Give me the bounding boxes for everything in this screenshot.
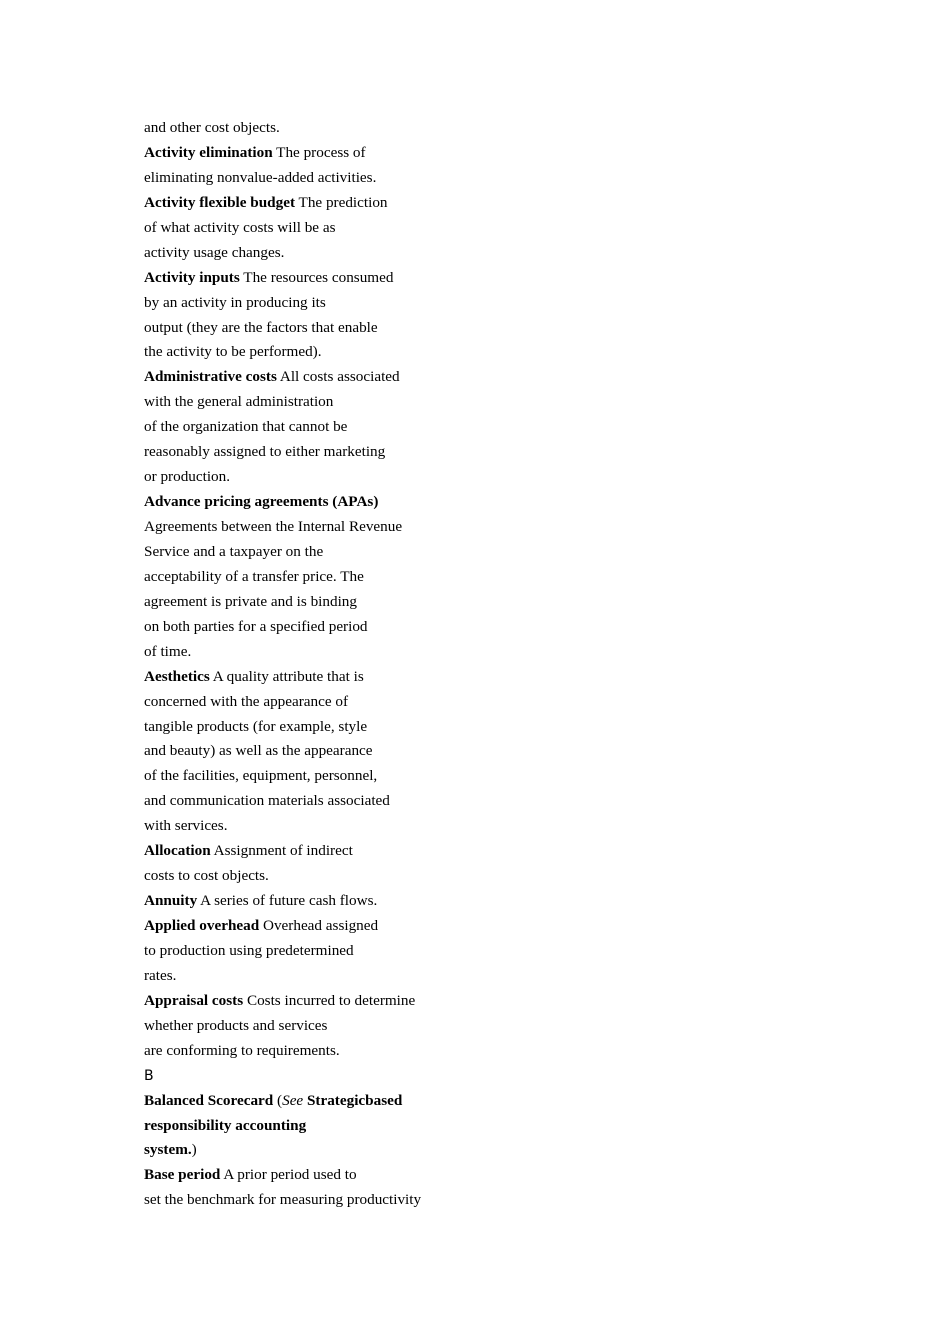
glossary-line (144, 316, 564, 341)
glossary-line (144, 116, 564, 141)
glossary-entry (144, 889, 564, 914)
glossary-line (144, 1188, 564, 1213)
definition-text: costs to cost objects. (144, 867, 269, 885)
glossary-term: Activity elimination (144, 143, 273, 161)
glossary-term: Administrative costs (144, 368, 277, 386)
definition-text: of the organization that cannot be (144, 418, 348, 436)
glossary-entry (144, 266, 564, 291)
definition-text: the activity to be performed). (144, 343, 322, 361)
glossary-line (144, 789, 564, 814)
glossary-line (144, 340, 564, 365)
cross-reference-term: responsibility accounting (144, 1116, 307, 1134)
definition-text: of what activity costs will be as (144, 218, 336, 236)
glossary-term: Balanced Scorecard (144, 1091, 274, 1109)
glossary-term: Activity inputs (144, 268, 240, 286)
definition-text: The resources consumed (239, 268, 394, 286)
definition-text: Costs incurred to determine (243, 991, 416, 1009)
definition-text: tangible products (for example, style (144, 717, 368, 735)
glossary-line (144, 715, 564, 740)
definition-text: with the general administration (144, 393, 334, 411)
definition-text: ( (273, 1091, 283, 1109)
glossary-term: Base period (144, 1166, 221, 1184)
glossary-term: Applied overhead (144, 917, 260, 934)
definition-text: set the benchmark for measuring productivity (144, 1191, 422, 1209)
glossary-line (144, 1014, 564, 1039)
glossary-line (144, 964, 564, 989)
definition-text: reasonably assigned to either marketing (144, 443, 386, 461)
glossary-line (144, 515, 564, 540)
definition-text: with services. (144, 817, 228, 835)
definition-text: acceptability of a transfer price. The (144, 567, 364, 585)
definition-text: and other cost objects. (144, 119, 280, 136)
glossary-term: Aesthetics (144, 667, 210, 685)
definition-text: whether products and services (144, 1016, 328, 1034)
definition-text: Service and a taxpayer on the (144, 542, 324, 560)
glossary-entry (144, 839, 564, 864)
glossary-line (144, 440, 564, 465)
glossary-line (144, 465, 564, 490)
glossary-entry (144, 1138, 564, 1163)
definition-text: All costs associated (276, 368, 400, 386)
definition-text: A quality attribute that is (209, 667, 364, 685)
glossary-line (144, 764, 564, 789)
definition-text: A series of future cash flows. (197, 892, 378, 910)
definition-text: Agreements between the Internal Revenue (144, 518, 403, 535)
definition-text: output (they are the factors that enable (144, 318, 378, 336)
glossary-line (144, 690, 564, 715)
glossary-line (144, 390, 564, 415)
glossary-entry (144, 365, 564, 390)
definition-text: and communication materials associated (144, 792, 390, 810)
glossary-term: Activity flexible budget (144, 193, 296, 211)
definition-text: Assignment of indirect (210, 842, 353, 860)
glossary-entry (144, 989, 564, 1014)
cross-reference-term: Strategicbased (303, 1091, 403, 1109)
definition-text: rates. (144, 966, 177, 984)
glossary-term: Advance pricing agreements (APAs) (144, 493, 379, 511)
glossary-term: Appraisal costs (144, 991, 244, 1009)
glossary-entry (144, 1163, 564, 1188)
glossary-term: Allocation (144, 842, 211, 860)
definition-text: to production using predetermined (144, 941, 354, 959)
glossary-line (144, 166, 564, 191)
definition-text: The prediction (295, 193, 388, 211)
glossary-line (144, 540, 564, 565)
glossary-page (144, 116, 564, 1213)
glossary-entry (144, 490, 564, 515)
cross-reference-term: system. (144, 1141, 192, 1159)
glossary-entry (144, 141, 564, 166)
definition-text: ) (191, 1141, 197, 1159)
see-reference: See (282, 1091, 304, 1109)
definition-text: agreement is private and is binding (144, 592, 357, 610)
glossary-entry (144, 1114, 564, 1139)
glossary-line (144, 415, 564, 440)
definition-text: or production. (144, 468, 231, 486)
glossary-line (144, 615, 564, 640)
definition-text: Overhead assigned (259, 917, 379, 934)
glossary-line (144, 216, 564, 241)
definition-text: of time. (144, 642, 192, 660)
glossary-entry (144, 1089, 564, 1114)
definition-text: eliminating nonvalue-added activities. (144, 168, 377, 186)
glossary-line (144, 864, 564, 889)
section-letter: B (144, 1067, 154, 1084)
definition-text: of the facilities, equipment, personnel, (144, 767, 378, 785)
definition-text: concerned with the appearance of (144, 692, 349, 710)
definition-text: are conforming to requirements. (144, 1041, 340, 1059)
glossary-line (144, 640, 564, 665)
glossary-line (144, 1039, 564, 1064)
glossary-line (144, 814, 564, 839)
definition-text: and beauty) as well as the appearance (144, 742, 373, 760)
glossary-line (144, 939, 564, 964)
glossary-entry (144, 914, 564, 939)
glossary-entry (144, 191, 564, 216)
definition-text: activity usage changes. (144, 243, 285, 261)
glossary-line (144, 565, 564, 590)
definition-text: by an activity in producing its (144, 293, 326, 311)
glossary-line (144, 241, 564, 266)
glossary-line (144, 291, 564, 316)
glossary-line (144, 739, 564, 764)
glossary-term: Annuity (144, 892, 198, 910)
glossary-entry (144, 665, 564, 690)
definition-text: on both parties for a specified period (144, 617, 368, 635)
definition-text: The process of (272, 143, 366, 161)
definition-text: A prior period used to (220, 1166, 357, 1184)
glossary-line (144, 590, 564, 615)
